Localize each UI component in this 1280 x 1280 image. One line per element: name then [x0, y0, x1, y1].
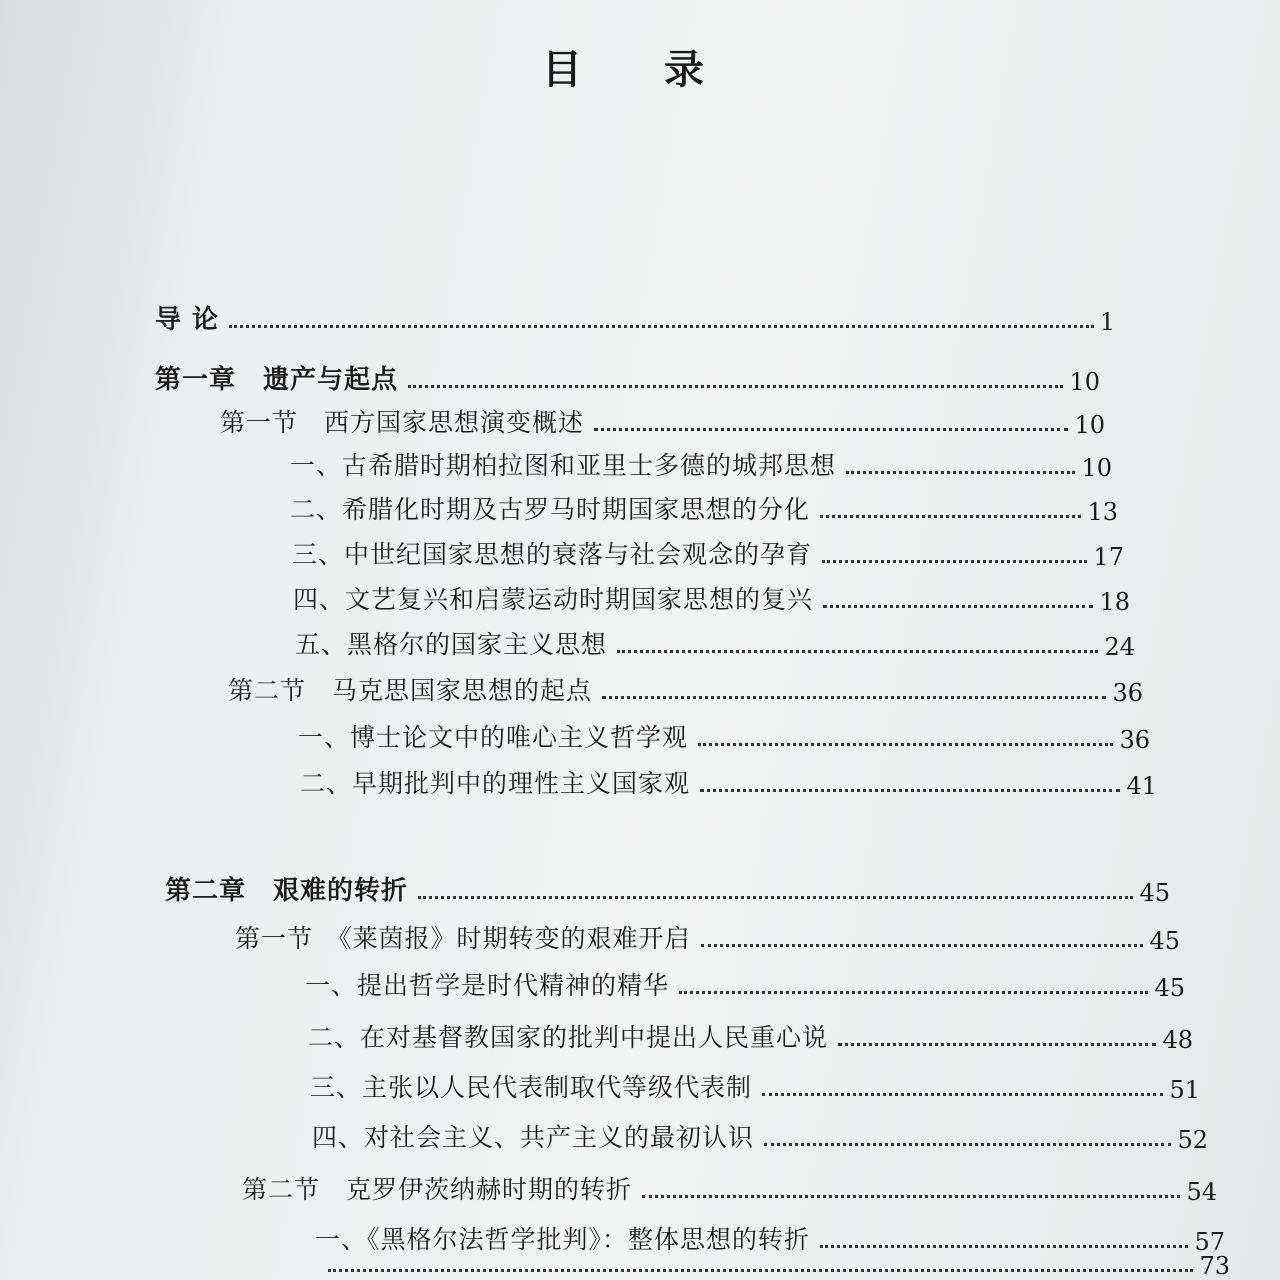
toc-entry-page: 36 — [1119, 726, 1150, 754]
dot-leader — [229, 325, 1094, 328]
toc-entry-chapter-1[interactable] — [155, 362, 1100, 396]
toc-entry-ch1-section-1[interactable] — [220, 405, 1105, 439]
toc-entry-label: 一、博士论文中的唯心主义哲学观 — [298, 723, 689, 752]
toc-entry-label: 四、文艺复兴和启蒙运动时期国家思想的复兴 — [293, 585, 814, 614]
toc-entry-page: 51 — [1169, 1076, 1200, 1104]
toc-entry-item[interactable] — [293, 582, 1130, 616]
toc-entry-label: 第二章 艰难的转折 — [165, 876, 409, 906]
dot-leader — [602, 696, 1106, 699]
toc-entry-label: 三、主张以人民代表制取代等级代表制 — [310, 1073, 753, 1102]
toc-entry-item[interactable] — [298, 720, 1150, 754]
toc-entry-page: 13 — [1087, 498, 1118, 526]
dot-leader — [701, 944, 1144, 947]
toc-entry-page: 10 — [1081, 454, 1112, 482]
dot-leader — [642, 1195, 1180, 1198]
toc-entry-label: 一、古希腊时期柏拉图和亚里士多德的城邦思想 — [290, 451, 837, 480]
toc-entry-ch2-section-2[interactable] — [242, 1172, 1217, 1206]
toc-entry-page: 45 — [1154, 974, 1185, 1002]
toc-entry-item[interactable] — [295, 627, 1135, 661]
dot-leader — [617, 650, 1098, 653]
toc-entry-item[interactable] — [308, 1020, 1193, 1054]
toc-entry-page: 10 — [1069, 368, 1100, 396]
toc-entry-page: 1 — [1099, 308, 1115, 336]
toc-entry-page: 18 — [1099, 588, 1130, 616]
toc-entry-page: 17 — [1093, 543, 1124, 571]
toc-entry-item[interactable] — [312, 1120, 1208, 1154]
toc-entry-label: 二、在对基督教国家的批判中提出人民重心说 — [308, 1023, 829, 1052]
toc-entry-item-partial[interactable] — [318, 1246, 1230, 1280]
toc-entry-introduction[interactable] — [155, 302, 1115, 336]
toc-entry-item[interactable] — [310, 1070, 1200, 1104]
dot-leader — [764, 1143, 1171, 1146]
toc-entry-label: 一、《黑格尔法哲学批判》：整体思想的转折 — [315, 1225, 811, 1254]
toc-entry-label: 四、对社会主义、共产主义的最初认识 — [312, 1123, 755, 1152]
toc-entry-ch2-section-1[interactable] — [235, 921, 1180, 955]
toc-entry-item[interactable] — [305, 968, 1185, 1002]
toc-entry-page: 45 — [1149, 927, 1180, 955]
toc-entry-page: 54 — [1186, 1178, 1217, 1206]
toc-entry-label: 第二节 克罗伊茨纳赫时期的转折 — [242, 1175, 633, 1204]
dot-leader — [698, 743, 1113, 746]
toc-entry-label: 五、黑格尔的国家主义思想 — [295, 630, 608, 659]
toc-entry-label: 第一节 《莱茵报》时期转变的艰难开启 — [235, 924, 691, 953]
dot-leader — [762, 1093, 1163, 1096]
toc-entry-label: 二、希腊化时期及古罗马时期国家思想的分化 — [290, 495, 811, 524]
toc-entry-page: 36 — [1112, 679, 1143, 707]
dot-leader — [594, 428, 1068, 431]
toc-entry-page: 52 — [1177, 1126, 1208, 1154]
toc-entry-label: 第二节 马克思国家思想的起点 — [228, 676, 593, 705]
toc-entry-label: 导 论 — [155, 305, 220, 335]
toc-entry-chapter-2[interactable] — [165, 873, 1170, 907]
dot-leader — [838, 1043, 1156, 1046]
toc-entry-label: 第一节 西方国家思想演变概述 — [220, 408, 585, 437]
dot-leader — [820, 515, 1081, 518]
dot-leader — [700, 789, 1120, 792]
toc-entry-page: 10 — [1074, 411, 1105, 439]
dot-leader — [679, 991, 1148, 994]
toc-entry-page: 73 — [1199, 1252, 1230, 1280]
toc-entry-label: 第一章 遗产与起点 — [155, 365, 399, 395]
dot-leader — [418, 896, 1133, 899]
toc-entry-label: 二、早期批判中的理性主义国家观 — [300, 769, 691, 798]
toc-entry-label: 三、中世纪国家思想的衰落与社会观念的孕育 — [292, 540, 813, 569]
toc-entry-item[interactable] — [292, 537, 1124, 571]
dot-leader — [822, 560, 1087, 563]
dot-leader — [846, 471, 1075, 474]
toc-entry-page: 45 — [1139, 879, 1170, 907]
dot-leader — [823, 605, 1093, 608]
toc-entry-page: 41 — [1126, 772, 1157, 800]
toc-entry-item[interactable] — [290, 492, 1118, 526]
toc-entry-page: 48 — [1162, 1026, 1193, 1054]
dot-leader — [408, 385, 1063, 388]
dot-leader — [328, 1269, 1193, 1272]
toc-entry-item[interactable] — [300, 766, 1157, 800]
toc-entry-page: 24 — [1104, 633, 1135, 661]
page-title: 目 录 — [542, 46, 738, 93]
toc-entry-page: 57 — [1194, 1228, 1225, 1256]
toc-entry-ch1-section-2[interactable] — [228, 673, 1143, 707]
toc-entry-item[interactable] — [290, 448, 1112, 482]
toc-entry-label: 一、提出哲学是时代精神的精华 — [305, 971, 670, 1000]
